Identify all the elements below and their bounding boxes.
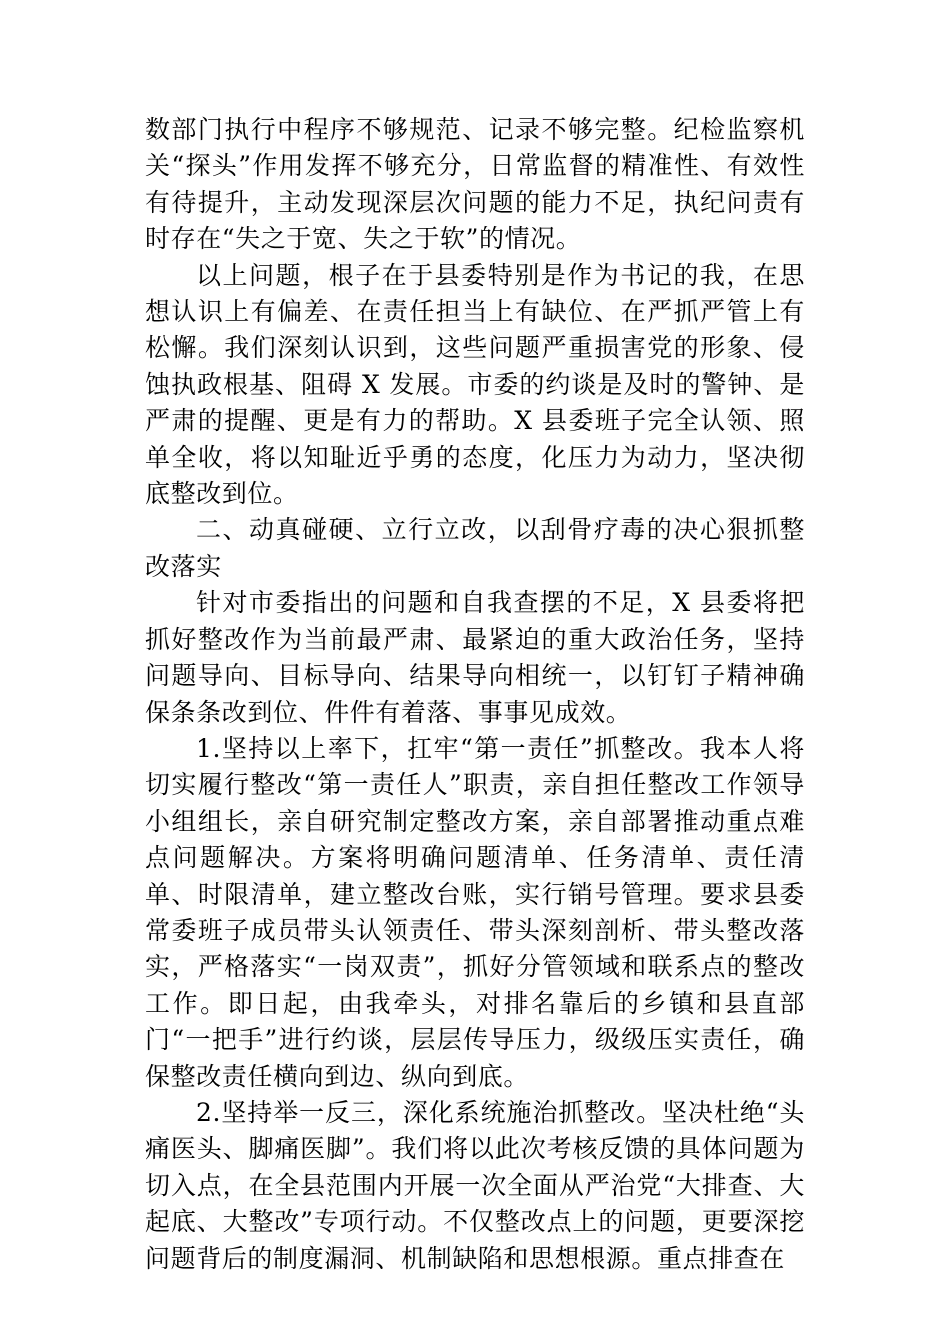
paragraph-point-1: 1.坚持以上率下，扛牢“第一责任”抓整改。我本人将切实履行整改“第一责任人”职责，亲自担任整改工作领导小组组长，亲自研究制定整改方案，亲自部署推动重点难点问题解决。方案将明确问题清单、任务清单、责任清单、时限清单，建立整改台账，实行销号管理。要求县委常委班子成员带头认领责任、带头深刻剖析、带头整改落实，严格落实“一岗双责”，抓好分管领域和联系点的整改工作。即日起，由我牵头，对排名靠后的乡镇和县直部门“一把手”进行约谈，层层传导压力，级级压实责任，确保整改责任横向到边、纵向到底。 [145,733,805,1091]
paragraph-continued: 数部门执行中程序不够规范、记录不够完整。纪检监察机关“探头”作用发挥不够充分，日常监督的精准性、有效性有待提升，主动发现深层次问题的能力不足，执纪问责有时存在“失之于宽、失之于软”的情况。 [145,115,805,254]
paragraph-root-cause: 以上问题，根子在于县委特别是作为书记的我，在思想认识上有偏差、在责任担当上有缺位、在严抓严管上有松懈。我们深刻认识到，这些问题严重损害党的形象、侵蚀执政根基、阻碍 X 发展。市委的约谈是及时的警钟、是严肃的提醒、更是有力的帮助。X 县委班子完全认领、照单全收，将以知耻近乎勇的态度，化压力为动力，坚决彻底整改到位。 [145,260,805,509]
section-heading: 二、动真碰硬、立行立改，以刮骨疗毒的决心狠抓整改落实 [145,515,805,581]
document-body [145,112,805,1277]
paragraph-rectification-intro: 针对市委指出的问题和自我查摆的不足，X 县委将把抓好整改作为当前最严肃、最紧迫的重大政治任务，坚持问题导向、目标导向、结果导向相统一，以钉钉子精神确保条条改到位、件件有着落、事事见成效。 [145,588,805,727]
paragraph-point-2: 2.坚持举一反三，深化系统施治抓整改。坚决杜绝“头痛医头、脚痛医脚”。我们将以此次考核反馈的具体问题为切入点，在全县范围内开展一次全面从严治党“大排查、大起底、大整改”专项行动。不仅整改点上的问题，更要深挖问题背后的制度漏洞、机制缺陷和思想根源。重点排查在 [145,1097,805,1273]
